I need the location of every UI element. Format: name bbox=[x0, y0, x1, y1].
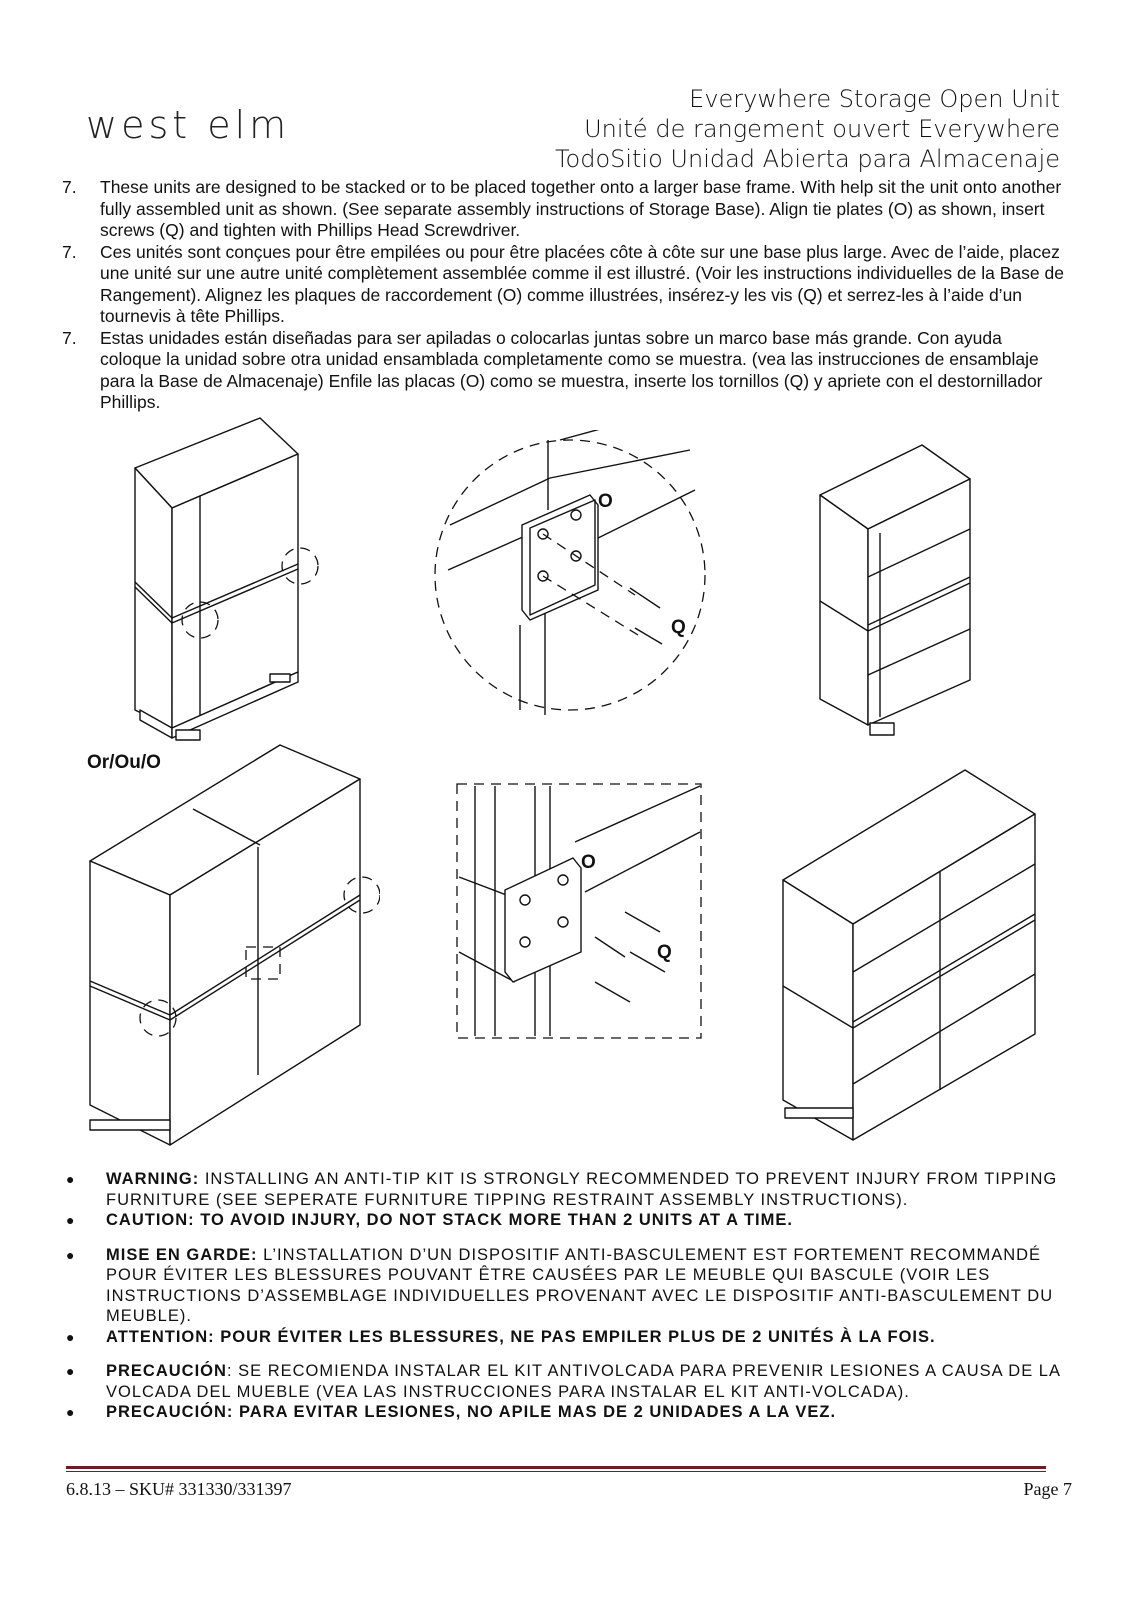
step-number: 7. bbox=[62, 177, 77, 197]
product-titles bbox=[555, 84, 1060, 174]
warning-item bbox=[66, 1169, 1064, 1210]
part-label-o: O bbox=[581, 852, 596, 873]
tie-plate-detail-circle bbox=[430, 430, 710, 720]
brand-logo: west elm bbox=[86, 103, 291, 147]
side-by-side-cabinets-illustration bbox=[80, 735, 380, 1155]
warning-item bbox=[66, 1402, 1064, 1423]
side-by-side-open-units-illustration bbox=[775, 760, 1045, 1150]
part-label-q: Q bbox=[657, 942, 672, 963]
warning-text: INSTALLING AN ANTI-TIP KIT IS STRONGLY RECOMMENDED TO PREVENT INJURY FROM TIPPING FURNITURE (SEE SEPERATE FURNITURE TIPPING RESTRAINT ASSEMBLY INSTRUCTIONS). bbox=[106, 1170, 1058, 1209]
part-label-q: Q bbox=[671, 617, 686, 638]
title-en: Everywhere Storage Open Unit bbox=[689, 85, 1060, 113]
step-fr bbox=[62, 242, 1064, 328]
bullet-icon: ● bbox=[66, 1328, 76, 1345]
warning-text: : SE RECOMIENDA INSTALAR EL KIT ANTIVOLCADA PARA PREVENIR LESIONES A CAUSA DE LA VOLCADA DEL MUEBLE (VEA LAS INSTRUCCIONES PARA INSTALAR EL KIT ANTI-VOLCADA). bbox=[106, 1362, 1061, 1401]
stacked-cabinet-illustration bbox=[120, 410, 320, 750]
warning-item bbox=[66, 1210, 1064, 1231]
step-text: Ces unités sont conçues pour être empilées ou pour être placées côte à côte sur une base plus large. Avec de l’aide, placez une unité sur une autre unité complètement assemblée comme il est illustré. (Voir les instructions individuelles de la Base de Rangement). Alignez les plaques de raccordement (O) comme illustrées, insérez-y les vis (Q) et serrez-les à l’aide d’un tournevis à tête Phillips. bbox=[100, 241, 1064, 326]
bullet-icon: ● bbox=[66, 1404, 76, 1420]
footer-divider bbox=[66, 1471, 1046, 1472]
warning-text: L’INSTALLATION D’UN DISPOSITIF ANTI-BASCULEMENT EST FORTEMENT RECOMMANDÉ POUR ÉVITER LES BLESSURES POUVANT ÊTRE CAUSÉES PAR LE MEUBLE QUI BASCULE (VOIR LES INSTRUCTIONS D’ASSEMBLAGE INDIVIDUELLES PROVENANT AVEC LE DISPOSITIF ANTI-BASCULEMENT DU MEUBLE). bbox=[106, 1245, 1054, 1325]
title-es: TodoSitio Unidad Abierta para Almacenaje bbox=[554, 145, 1060, 173]
bullet-icon: ● bbox=[66, 1246, 76, 1263]
warning-label: WARNING: bbox=[106, 1170, 200, 1188]
warning-label: PRECAUCIÓN: PARA EVITAR LESIONES, NO APILE MAS DE 2 UNIDADES A LA VEZ. bbox=[106, 1403, 837, 1421]
bullet-icon: ● bbox=[66, 1171, 76, 1187]
warning-item bbox=[66, 1245, 1064, 1327]
footer-sku: 6.8.13 – SKU# 331330/331397 bbox=[66, 1479, 292, 1499]
bullet-icon: ● bbox=[66, 1212, 76, 1228]
step-number: 7. bbox=[62, 241, 77, 262]
footer-divider bbox=[66, 1466, 1046, 1469]
title-fr: Unité de rangement ouvert Everywhere bbox=[584, 115, 1060, 143]
warning-label: ATTENTION: POUR ÉVITER LES BLESSURES, NE PAS EMPILER PLUS DE 2 UNITÉS À LA FOIS. bbox=[106, 1327, 936, 1346]
step-es bbox=[62, 328, 1064, 414]
warning-label: MISE EN GARDE: bbox=[106, 1245, 258, 1264]
part-label-o: O bbox=[598, 491, 613, 512]
page-number: Page 7 bbox=[1023, 1479, 1072, 1499]
bullet-icon: ● bbox=[66, 1363, 76, 1379]
step-text: Estas unidades están diseñadas para ser apiladas o colocarlas juntas sobre un marco base más grande. Con ayuda coloque la unidad sobre otra unidad ensamblada completamente como se muestra. (vea las instrucciones de ensamblaje para la Base de Almacenaje) Enfile las placas (O) como se muestra, inserte los tornillos (Q) y apriete con el destornillador Phillips. bbox=[100, 327, 1043, 412]
warning-label: CAUTION: TO AVOID INJURY, DO NOT STACK MORE THAN 2 UNITS AT A TIME. bbox=[106, 1211, 793, 1229]
step-instructions bbox=[62, 177, 1064, 414]
warning-item bbox=[66, 1327, 1064, 1348]
warning-label: PRECAUCIÓN bbox=[106, 1362, 227, 1380]
step-en bbox=[62, 177, 1064, 242]
warning-item bbox=[66, 1361, 1064, 1402]
warning-list bbox=[66, 1169, 1064, 1423]
stacked-open-unit-illustration bbox=[810, 425, 980, 755]
step-number: 7. bbox=[62, 327, 77, 348]
tie-plate-detail-square bbox=[455, 782, 705, 1044]
step-text: These units are designed to be stacked or to be placed together onto a larger base frame. With help sit the unit onto another fully assembled unit as shown. (See separate assembly instructions of Storage Base). Align tie plates (O) as shown, insert screws (Q) and tighten with Phillips Head Screwdriver. bbox=[100, 177, 1062, 240]
or-label: Or/Ou/O bbox=[87, 752, 161, 773]
